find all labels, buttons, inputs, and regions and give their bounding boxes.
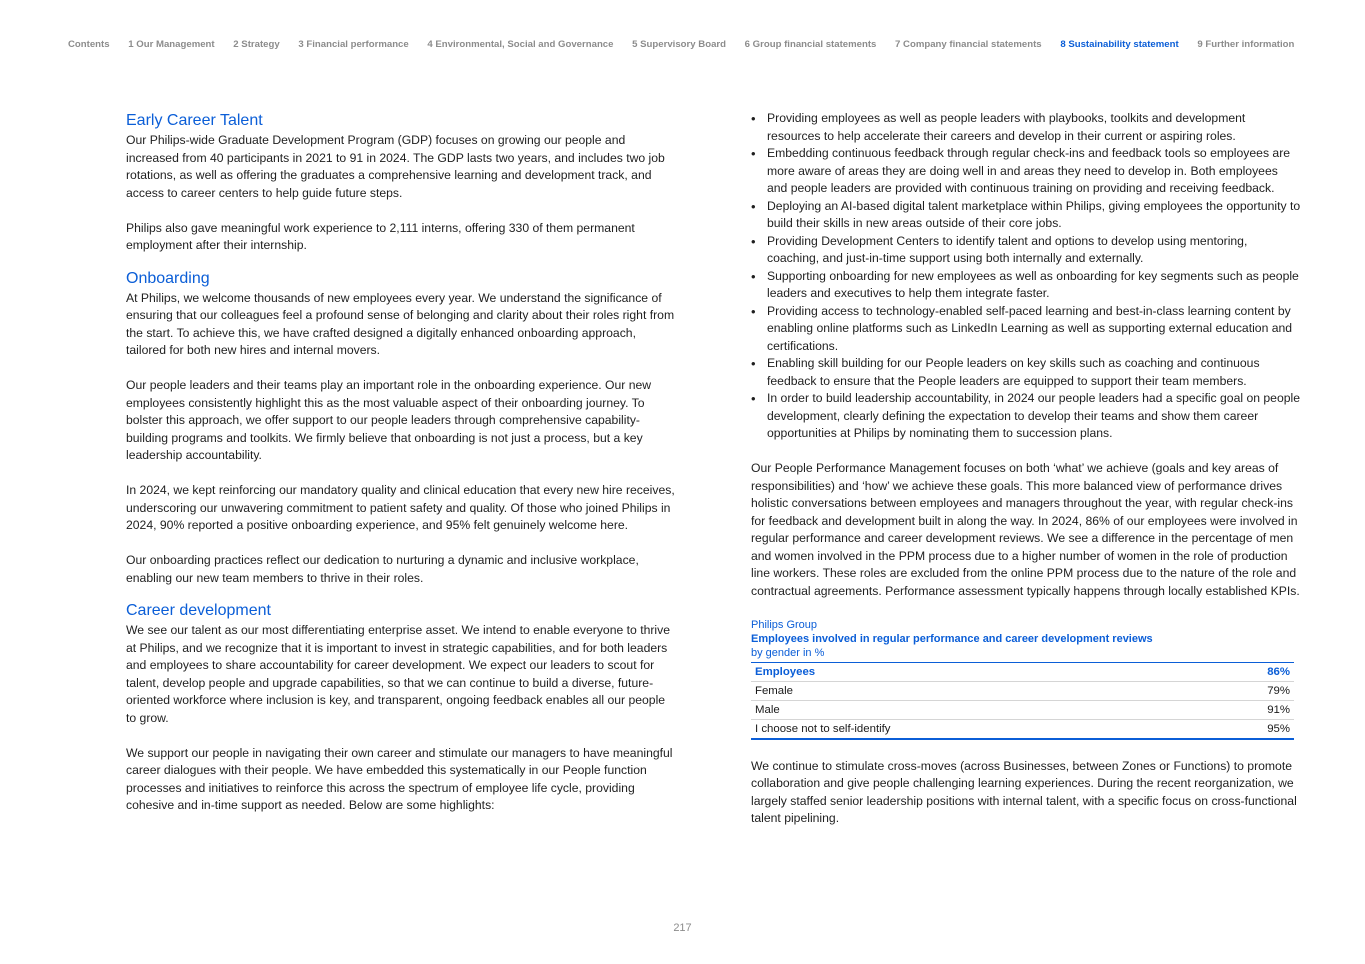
table-row xyxy=(751,701,1294,720)
table-header-label: Employees xyxy=(751,663,1198,682)
list-item: • In order to build leadership accountability, in 2024 our people leaders had a specific goal on people development, clearly defining the expectation to develop their teams and show them career opportunities at Philips by nominating them to succession plans. xyxy=(751,390,1301,443)
onboarding-heading: Onboarding xyxy=(126,269,210,287)
table-cell-label: Female xyxy=(751,682,1198,701)
table-cell-value: 79% xyxy=(1198,682,1294,701)
nav-our-management[interactable]: 1 Our Management xyxy=(128,39,215,50)
ppm-paragraph: Our People Performance Management focuses on both ‘what’ we achieve (goals and key areas of responsibilities) and ‘how’ we achieve these goals. This more balanced view of performance drives holistic conversations between employees and managers throughout the year, with regular check-ins for feedback and development built in along the way. In 2024, 86% of our employees were involved in regular performance and career development reviews. We see a difference in the percentage of men and women involved in the PPM process due to a higher number of women in the role of production line workers. These roles are excluded from the online PPM process due to the nature of the role and contractual agreements. Performance assessment typically happens through locally established KPIs. xyxy=(751,461,1300,598)
table-cell-label: Male xyxy=(751,701,1198,720)
early-career-paragraph-1: Our Philips-wide Graduate Development Program (GDP) focuses on growing our people and increased from 40 participants in 2021 to 91 in 2024. The GDP lasts two years, and includes two job rotations, as well as offering the graduates a comprehensive learning and development track, and access to career centers to help guide future steps. xyxy=(126,133,665,200)
table-subtitle: by gender in % xyxy=(751,647,825,659)
table-header-value: 86% xyxy=(1198,663,1294,682)
onboarding-paragraph-2: Our people leaders and their teams play an important role in the onboarding experience. Our new employees consistently highlight this as the most valuable aspect of their onboarding journey. To bolster this approach, we offer support to our people leaders through comprehensive capability-building programs and toolkits. We firmly believe that onboarding is not just a process, but a key leadership accountability. xyxy=(126,378,652,462)
onboarding-paragraph-1: At Philips, we welcome thousands of new employees every year. We understand the significance of ensuring that our colleagues feel a profound sense of belonging and clarity about their roles right from the start. To achieve this, we have crafted designed a digitally enhanced onboarding approach, tailored for both new hires and internal movers. xyxy=(126,290,675,357)
nav-strategy[interactable]: 2 Strategy xyxy=(233,39,280,50)
nav-sustainability-statement[interactable]: 8 Sustainability statement xyxy=(1060,39,1179,50)
table-row xyxy=(751,720,1294,740)
page-number: 217 xyxy=(673,922,692,934)
top-navigation xyxy=(68,39,1318,50)
table-caption xyxy=(751,618,1301,660)
early-career-heading: Early Career Talent xyxy=(126,112,263,129)
right-column xyxy=(751,110,1301,828)
list-item: • Deploying an AI-based digital talent marketplace within Philips, giving employees the opportunity to build their skills in new areas outside of their core jobs. xyxy=(751,198,1301,233)
table-group-label: Philips Group xyxy=(751,619,818,631)
list-item: • Supporting onboarding for new employees as well as onboarding for key segments such as people leaders and executives to help them integrate faster. xyxy=(751,268,1301,303)
list-item: • Enabling skill building for our People leaders on key skills such as coaching and continuous feedback to ensure that the People leaders are equipped to support their team members. xyxy=(751,355,1301,390)
list-item: • Providing employees as well as people leaders with playbooks, toolkits and development resources to help accelerate their careers and develop in their current or aspiring roles. xyxy=(751,110,1301,145)
early-career-paragraph-2: Philips also gave meaningful work experience to 2,111 interns, offering 330 of them permanent employment after their internship. xyxy=(126,220,635,252)
nav-group-financial-statements[interactable]: 6 Group financial statements xyxy=(744,39,877,50)
table-row xyxy=(751,682,1294,701)
table-cell-value: 95% xyxy=(1198,720,1294,740)
table-title: Employees involved in regular performance and career development reviews xyxy=(751,633,1153,645)
nav-further-information[interactable]: 9 Further information xyxy=(1197,39,1295,50)
table-header-row xyxy=(751,663,1294,682)
cross-moves-paragraph: We continue to stimulate cross-moves (across Businesses, between Zones or Functions) to promote collaboration and give people challenging learning experiences. During the recent reorganization, we largely staffed senior leadership positions with internal talent, with a specific focus on cross-functional talent pipelining. xyxy=(751,758,1297,825)
highlights-list xyxy=(751,110,1301,443)
nav-financial-performance[interactable]: 3 Financial performance xyxy=(298,39,409,50)
left-column xyxy=(126,110,678,815)
career-paragraph-2: We support our people in navigating their own career and stimulate our managers to have meaningful career dialogues with their people. We have embedded this systematically in our People function processes and initiatives to reinforce this across the spectrum of employee life cycle, providing cohesive and in-time support as needed. Below are some highlights: xyxy=(126,745,673,812)
nav-supervisory-board[interactable]: 5 Supervisory Board xyxy=(632,39,726,50)
career-paragraph-1: We see our talent as our most differentiating enterprise asset. We intend to enable everyone to thrive at Philips, and we recognize that it is important to invest in strategic capabilities, and for both leaders and employees to share accountability for career development. We expect our leaders to scout for talent, develop people and upgrade capabilities, so that we can continue to build a diverse, future-oriented workforce where inclusion is key, and transparent, ongoing feedback enables all our people to grow. xyxy=(126,623,671,725)
table-cell-label: I choose not to self-identify xyxy=(751,720,1198,740)
nav-esg[interactable]: 4 Environmental, Social and Governance xyxy=(427,39,614,50)
table-cell-value: 91% xyxy=(1198,701,1294,720)
performance-review-table xyxy=(751,662,1294,740)
career-development-heading: Career development xyxy=(126,602,271,619)
nav-contents[interactable]: Contents xyxy=(68,39,110,50)
nav-company-financial-statements[interactable]: 7 Company financial statements xyxy=(895,39,1042,50)
list-item: • Providing access to technology-enabled self-paced learning and best-in-class learning content by enabling online platforms such as LinkedIn Learning as well as supporting external education and certifications. xyxy=(751,303,1301,356)
onboarding-paragraph-4: Our onboarding practices reflect our dedication to nurturing a dynamic and inclusive workplace, enabling our new team members to thrive in their roles. xyxy=(126,553,639,585)
list-item: • Embedding continuous feedback through regular check-ins and feedback tools so employees are more aware of areas they are doing well in and areas they need to develop in. Both employees and people leaders are provided with continuous training on providing and receiving feedback. xyxy=(751,145,1301,198)
onboarding-paragraph-3: In 2024, we kept reinforcing our mandatory quality and clinical education that every new hire receives, underscoring our unwavering commitment to patient safety and quality. Of those who joined Philips in 2024, 90% reported a positive onboarding experience, and 95% felt genuinely welcome here. xyxy=(126,483,675,532)
list-item: • Providing Development Centers to identify talent and options to develop using mentoring, coaching, and just-in-time support using both internally and externally. xyxy=(751,233,1301,268)
